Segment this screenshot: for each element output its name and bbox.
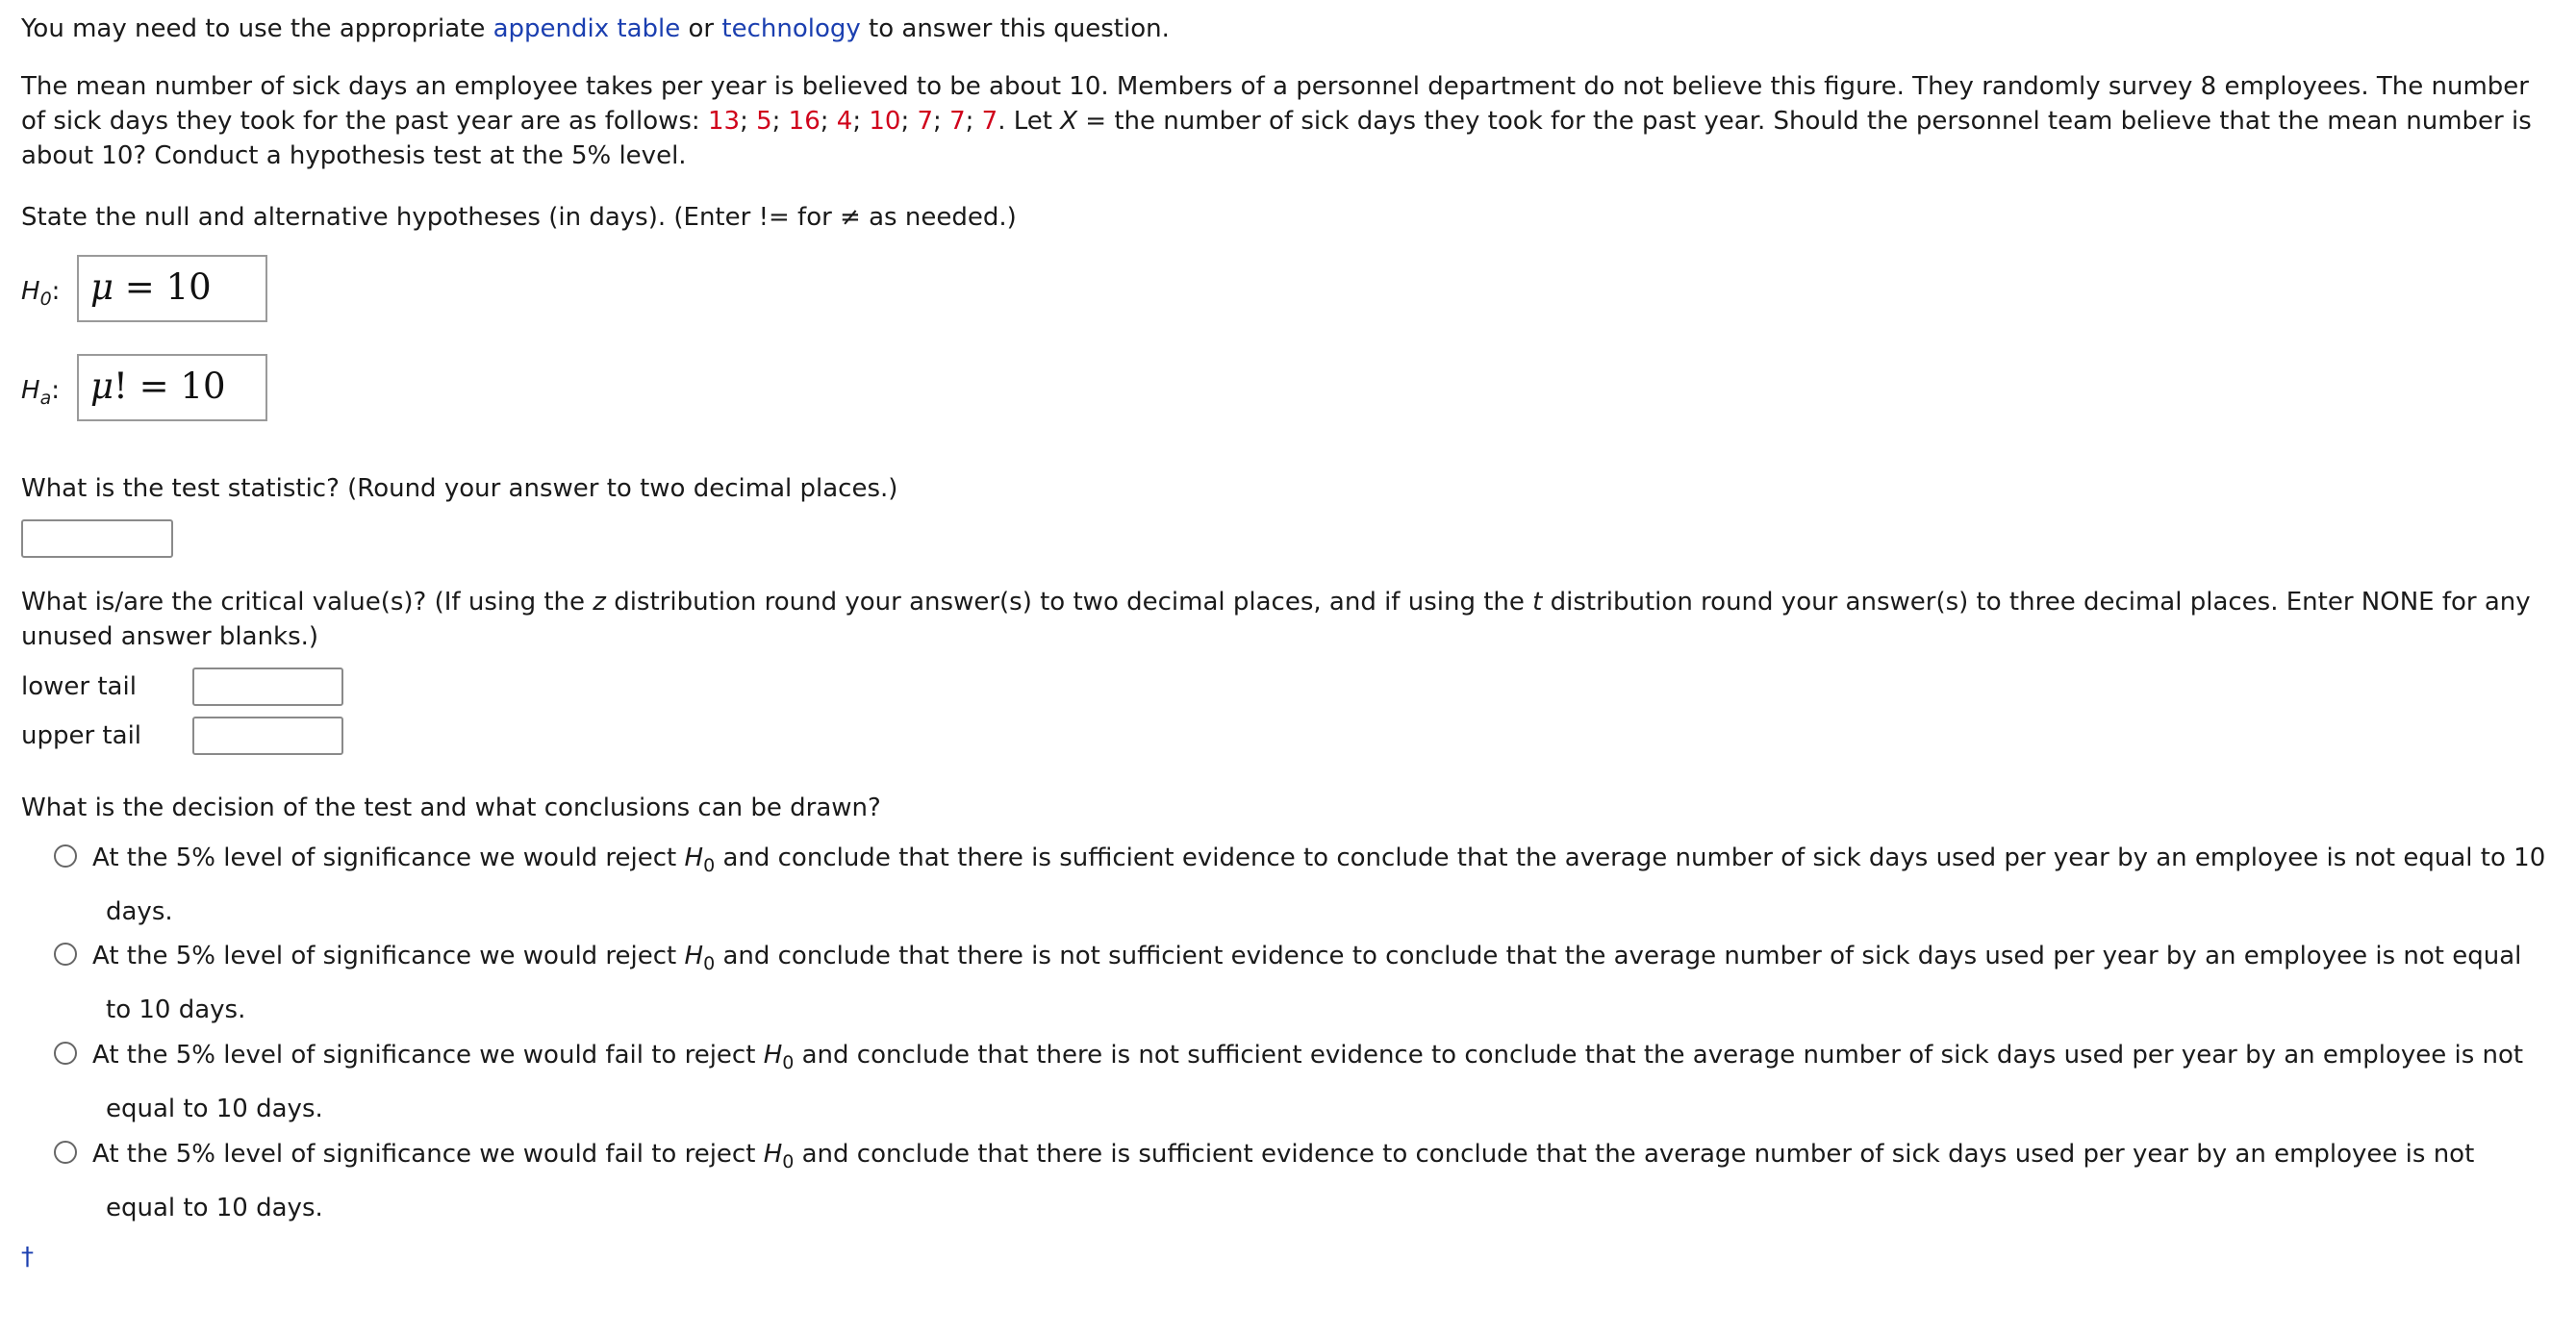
decision-option[interactable]: At the 5% level of significance we would reject $H_0$ and conclude that there is not sufficient evidence to conclude that the average number of sick days used per year by an employee is not equal to 10 days. (54, 933, 2564, 1033)
data-value: 7 (917, 107, 934, 136)
instructions-line: You may need to use the appropriate appendix table or technology to answer this question. (21, 14, 1170, 43)
null-hypothesis-label: $H_0$: (21, 277, 61, 311)
upper-tail-label: upper tail (21, 721, 142, 750)
decision-question: What is the decision of the test and what conclusions can be drawn? (21, 793, 881, 822)
technology-link[interactable]: technology (721, 14, 861, 43)
critical-values-question: What is/are the critical value(s)? (If using the z distribution round your answer(s) to two decimal places, and if using the t distribution round your answer(s) to three decimal places. Enter NONE for any unused answer blanks.) (21, 588, 2531, 651)
data-values: 13; 5; 16; 4; 10; 7; 7; 7 (707, 107, 998, 136)
problem-statement: The mean number of sick days an employee takes per year is believed to be about 10. Members of a personnel department do not believe this figure. They randomly survey 8 employees. The number of sick days they took for the past year are as follows: 13; 5; 16; 4; 10; 7; 7; 7. Let X = the number of sick days they took for the past year. Should the personnel team believe that the mean number is about 10? Conduct a hypothesis test at the 5% level. (21, 72, 2532, 170)
radio-button[interactable] (54, 943, 77, 966)
upper-tail-input[interactable] (192, 717, 343, 755)
data-value: 10 (869, 107, 901, 136)
data-value: 16 (788, 107, 821, 136)
lower-tail-label: lower tail (21, 672, 137, 701)
lower-tail-input[interactable] (192, 668, 343, 706)
data-value: 5 (756, 107, 772, 136)
radio-button[interactable] (54, 844, 77, 868)
decision-option[interactable]: At the 5% level of significance we would reject $H_0$ and conclude that there is sufficient evidence to conclude that the average number of sick days used per year by an employee is not equal to 10 days. (54, 835, 2564, 935)
test-statistic-input[interactable] (21, 519, 173, 558)
variable-x: X (1060, 107, 1078, 136)
null-hypothesis-input[interactable]: μ = 10 (77, 255, 267, 322)
alternative-hypothesis-input[interactable]: μ! = 10 (77, 354, 267, 421)
decision-option[interactable]: At the 5% level of significance we would fail to reject $H_0$ and conclude that there is sufficient evidence to conclude that the average number of sick days used per year by an employee is not equal to 10 days. (54, 1131, 2564, 1231)
data-value: 7 (981, 107, 998, 136)
hypotheses-instruction: State the null and alternative hypotheses (in days). (Enter != for ≠ as needed.) (21, 203, 1017, 232)
alternative-hypothesis-label: $H_a$: (21, 376, 60, 410)
test-statistic-question: What is the test statistic? (Round your answer to two decimal places.) (21, 474, 898, 503)
footnote-dagger-link[interactable]: † (21, 1243, 34, 1272)
appendix-table-link[interactable]: appendix table (492, 14, 681, 43)
data-value: 7 (949, 107, 966, 136)
decision-option[interactable]: At the 5% level of significance we would fail to reject $H_0$ and conclude that there is not sufficient evidence to conclude that the average number of sick days used per year by an employee is not equal to 10 days. (54, 1032, 2564, 1132)
radio-button[interactable] (54, 1042, 77, 1065)
data-value: 4 (836, 107, 853, 136)
data-value: 13 (707, 107, 741, 136)
radio-button[interactable] (54, 1141, 77, 1164)
